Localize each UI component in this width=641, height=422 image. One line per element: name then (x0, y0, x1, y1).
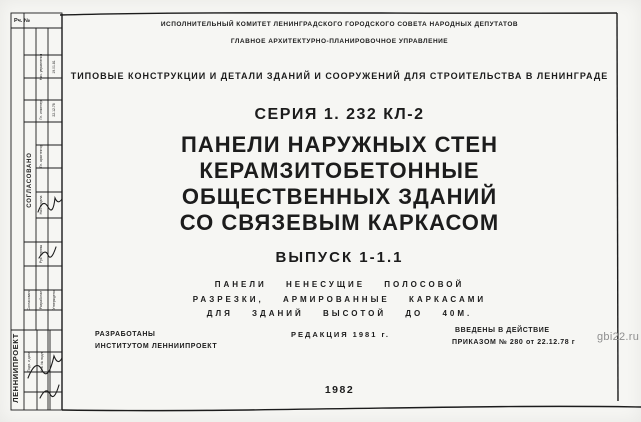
stamp-cell: Согласовано (27, 289, 31, 311)
effective-note-line-1: ВВЕДЕНЫ В ДЕЙСТВИЕ (455, 327, 550, 334)
stamp-cell: 22.12.78 (52, 103, 56, 117)
stamp-cell: Нач. отдела (39, 195, 43, 215)
developer-note-line-2: ИНСТИТУТОМ ЛЕННИИПРОЕКТ (95, 343, 218, 350)
stamp-agreed-vertical-label: СОГЛАСОВАНО (27, 152, 33, 208)
title-line-2: КЕРАМЗИТОБЕТОННЫЕ (199, 158, 480, 183)
stamp-cell: Разработал (39, 290, 43, 310)
stamp-cell: Гл. архитектор (39, 144, 43, 168)
watermark: gbi22.ru (597, 331, 640, 343)
issue-number: ВЫПУСК 1-1.1 (275, 249, 404, 266)
stamp-cell: Инв. № подл. (40, 351, 44, 373)
issuing-committee-line: ИСПОЛНИТЕЛЬНЫЙ КОМИТЕТ ЛЕНИНГРАДСКОГО ГОРОДСКОГО СОВЕТА НАРОДНЫХ ДЕПУТАТОВ (160, 21, 519, 28)
title-line-4: СО СВЯЗЕВЫМ КАРКАСОМ (179, 210, 500, 235)
stamp-cell: Утверждено (52, 290, 56, 310)
stamp-cell: 19.01.81 (52, 60, 56, 74)
document-category-line: ТИПОВЫЕ КОНСТРУКЦИИ И ДЕТАЛИ ЗДАНИЙ И СООРУЖЕНИЙ ДЛЯ СТРОИТЕЛЬСТВА В ЛЕНИНГРАДЕ (70, 71, 609, 81)
issuing-department-line: ГЛАВНОЕ АРХИТЕКТУРНО-ПЛАНИРОВОЧНОЕ УПРАВЛЕНИЕ (230, 38, 449, 45)
stamp-cell: Подп. и дата (27, 352, 31, 372)
issue-subtitle-line-1: ПАНЕЛИ НЕНЕСУЩИЕ ПОЛОСОВОЙ (214, 280, 465, 289)
stamp-cell: Нач. управления (39, 53, 43, 81)
stamp-cell: Рук. группы (39, 244, 43, 264)
title-line-1: ПАНЕЛИ НАРУЖНЫХ СТЕН (181, 132, 498, 157)
stamp-cell: Гл. инженер (39, 100, 43, 120)
edition-note: РЕДАКЦИЯ 1981 г. (291, 330, 390, 339)
publication-year: 1982 (324, 384, 355, 396)
developer-note-line-1: РАЗРАБОТАНЫ (95, 331, 156, 338)
series-title: СЕРИЯ 1. 232 КЛ-2 (254, 106, 425, 123)
stamp-reg-label: Рч. № (14, 18, 31, 24)
issue-subtitle-line-3: ДЛЯ ЗДАНИЙ ВЫСОТОЙ ДО 40М. (206, 309, 473, 318)
effective-note-line-2: ПРИКАЗОМ № 280 от 22.12.78 г (452, 339, 576, 346)
issue-subtitle-line-2: РАЗРЕЗКИ, АРМИРОВАННЫЕ КАРКАСАМИ (192, 295, 487, 304)
title-line-3: ОБЩЕСТВЕННЫХ ЗДАНИЙ (181, 184, 498, 209)
stamp-institute-vertical-label: ЛЕННИИПРОЕКТ (11, 333, 20, 403)
